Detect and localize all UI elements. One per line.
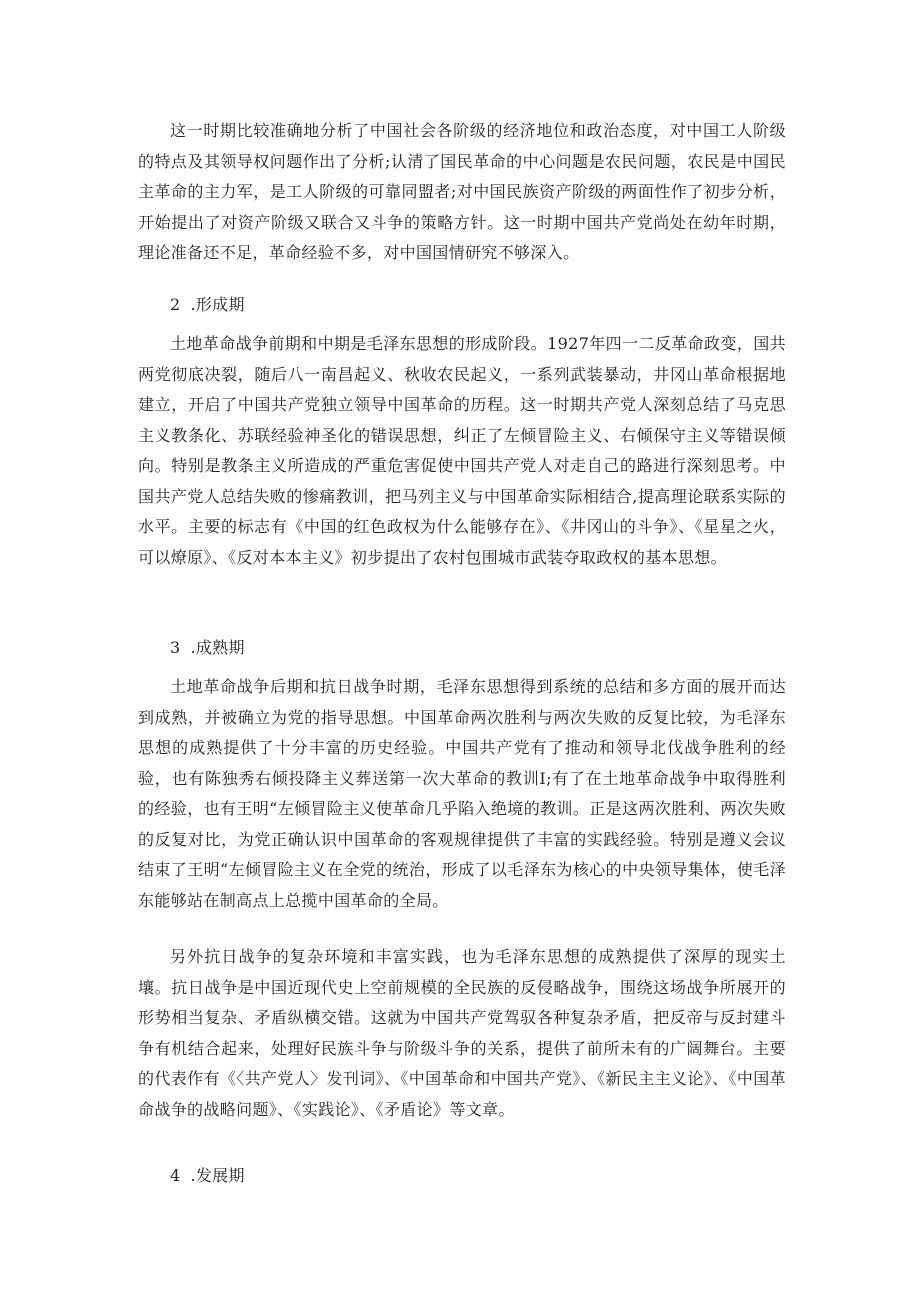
paragraph-maturity-period: 土地革命战争后期和抗日战争时期，毛泽东思想得到系统的总结和多方面的展开而达到成熟，并被确立为党的指导思想。中国革命两次胜利与两次失败的反复比较，为毛泽东思想的成熟提供了十分丰富的历史经验。中国共产党有了推动和领导北伐战争胜利的经验，也有陈独秀右倾投降主义葬送第一次大革命的教训I;有了在土地革命战争中取得胜利的经验，也有王明“左倾冒险主义使革命几乎陷入绝境的教训。正是这两次胜利、两次失败的反复对比，为党正确认识中国革命的客观规律提供了丰富的实践经验。特别是遵义会议结束了王明“左倾冒险主义在全党的统治，形成了以毛泽东为核心的中央领导集体，使毛泽东能够站在制高点上总揽中国革命的全局。 (138, 677, 786, 910)
section-number: 3 (170, 638, 181, 657)
section-heading-formation (170, 293, 245, 317)
paragraph-early-period: 这一时期比较准确地分析了中国社会各阶级的经济地位和政治态度，对中国工人阶级的特点及其领导权问题作出了分析;认清了国民革命的中心问题是农民问题，农民是中国民主革命的主力军，是工人阶级的可靠同盟者;对中国民族资产阶级的两面性作了初步分析，开始提出了对资产阶级又联合又斗争的策略方针。这一时期中国共产党尚处在幼年时期，理论准备还不足，革命经验不多，对中国国情研究不够深入。 (138, 121, 786, 262)
section-heading-development (170, 1164, 245, 1188)
section-title: .发展期 (190, 1166, 245, 1185)
paragraph-anti-japanese-war: 另外抗日战争的复杂环境和丰富实践，也为毛泽东思想的成熟提供了深厚的现实土壤。抗日战争是中国近现代史上空前规模的全民族的反侵略战争，围绕这场战争所展开的形势相当复杂、矛盾纵横交错。这就为中国共产党驾驭各种复杂矛盾，把反帝与反封建斗争有机结合起来，处理好民族斗争与阶级斗争的关系，提供了前所未有的广阔舞台。主要的代表作有《〈共产党人〉发刊词》、《中国革命和中国共产党》、《新民主主义论》、《中国革命战争的战略问题》、《实践论》、《矛盾论》等文章。 (138, 947, 786, 1119)
section-title: .形成期 (190, 295, 245, 314)
section-number: 2 (170, 295, 181, 314)
section-number: 4 (170, 1166, 181, 1185)
section-heading-maturity (170, 636, 245, 660)
paragraph-formation-period: 土地革命战争前期和中期是毛泽东思想的形成阶段。1927年四一二反革命政变，国共两党彻底决裂，随后八一南昌起义、秋收农民起义，一系列武装暴动，井冈山革命根据地建立，开启了中国共产党独立领导中国革命的历程。这一时期共产党人深刻总结了马克思主义教条化、苏联经验神圣化的错误思想，纠正了左倾冒险主义、右倾保守主义等错误倾向。特别是教条主义所造成的严重危害促使中国共产党人对走自己的路进行深刻思考。中国共产党人总结失败的惨痛教训，把马列主义与中国革命实际相结合,提高理论联系实际的水平。主要的标志有《中国的红色政权为什么能够存在》、《井冈山的斗争》、《星星之火，可以燎原》、《反对本本主义》初步提出了农村包围城市武装夺取政权的基本思想。 (138, 334, 786, 567)
section-title: .成熟期 (190, 638, 245, 657)
